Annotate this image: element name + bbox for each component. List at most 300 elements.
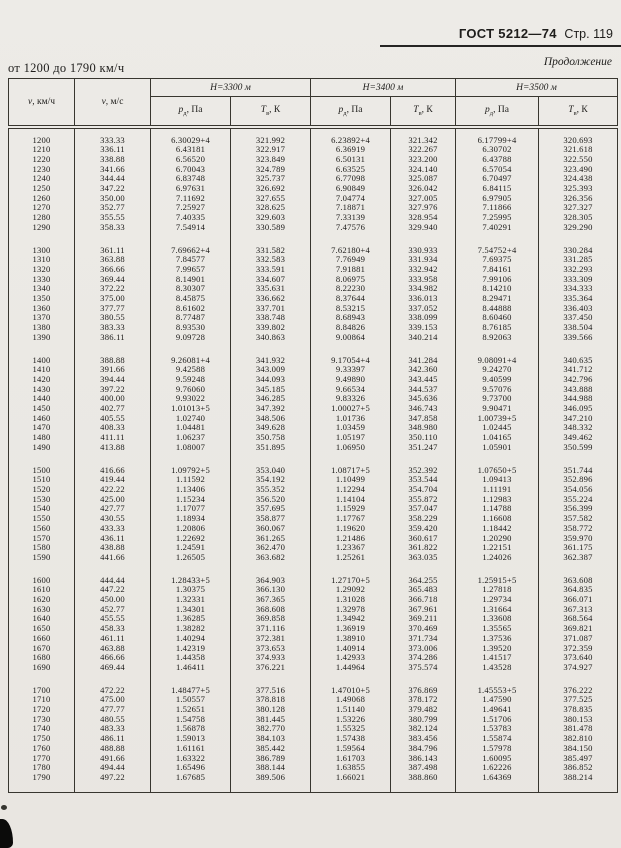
- cell-speed-kmh: 1750: [9, 734, 75, 744]
- cell-p-h3500: 1.27818: [456, 585, 539, 595]
- cell-p-h3500: 6.30702: [456, 145, 539, 155]
- cell-p-h3300: 7.54914: [151, 223, 231, 233]
- cell-t-h3400: 370.469: [391, 624, 456, 634]
- cell-p-h3400: 1.15929: [311, 504, 391, 514]
- cell-t-h3300: 389.506: [231, 773, 311, 792]
- cell-p-h3400: 7.47576: [311, 223, 391, 233]
- cell-t-h3400: 360.617: [391, 534, 456, 544]
- cell-speed-kmh: 1230: [9, 165, 75, 175]
- cell-speed-kmh: 1640: [9, 614, 75, 624]
- cell-t-h3400: 343.445: [391, 375, 456, 385]
- cell-speed-kmh: 1310: [9, 255, 75, 265]
- cell-t-h3500: 376.222: [539, 686, 618, 696]
- cell-t-h3300: 350.758: [231, 433, 311, 443]
- cell-t-h3500: 331.285: [539, 255, 618, 265]
- block-gap: [9, 673, 618, 686]
- cell-p-h3500: 7.84161: [456, 265, 539, 275]
- cell-t-h3300: 354.192: [231, 475, 311, 485]
- cell-speed-kmh: 1440: [9, 394, 75, 404]
- cell-t-h3300: 343.009: [231, 365, 311, 375]
- cell-p-h3300: 8.61602: [151, 304, 231, 314]
- cell-p-h3500: 1.12983: [456, 495, 539, 505]
- cell-t-h3400: 348.980: [391, 423, 456, 433]
- cell-t-h3300: 384.103: [231, 734, 311, 744]
- cell-t-h3300: 339.802: [231, 323, 311, 333]
- cell-p-h3400: 8.37644: [311, 294, 391, 304]
- cell-t-h3300: 357.695: [231, 504, 311, 514]
- cell-t-h3500: 384.150: [539, 744, 618, 754]
- cell-p-h3300: 1.15234: [151, 495, 231, 505]
- cell-p-h3400: 9.17054+4: [311, 356, 391, 366]
- cell-t-h3500: 325.393: [539, 184, 618, 194]
- cell-t-h3300: 327.655: [231, 194, 311, 204]
- cell-p-h3300: 1.48477+5: [151, 686, 231, 696]
- cell-t-h3300: 358.877: [231, 514, 311, 524]
- cell-t-h3500: 342.796: [539, 375, 618, 385]
- cell-p-h3300: 8.93530: [151, 323, 231, 333]
- cell-speed-ms: 416.66: [75, 466, 151, 476]
- cell-t-h3300: 373.653: [231, 644, 311, 654]
- cell-speed-ms: 480.55: [75, 715, 151, 725]
- cell-p-h3400: 1.17767: [311, 514, 391, 524]
- cell-p-h3400: 6.23892+4: [311, 127, 391, 146]
- cell-speed-kmh: 1610: [9, 585, 75, 595]
- cell-p-h3300: 7.69662+4: [151, 246, 231, 256]
- cell-t-h3300: 337.701: [231, 304, 311, 314]
- cell-p-h3400: 8.22230: [311, 284, 391, 294]
- cell-p-h3400: 1.03459: [311, 423, 391, 433]
- cell-t-h3400: 355.872: [391, 495, 456, 505]
- cell-t-h3300: 374.933: [231, 653, 311, 663]
- group-header-h3300: Н=3300 м: [151, 79, 311, 97]
- cell-p-h3400: 1.53226: [311, 715, 391, 725]
- cell-t-h3500: 343.888: [539, 385, 618, 395]
- table-row: [9, 663, 618, 673]
- cell-speed-ms: 455.55: [75, 614, 151, 624]
- cell-p-h3300: 7.84577: [151, 255, 231, 265]
- cell-speed-kmh: 1600: [9, 576, 75, 586]
- cell-t-h3500: 344.988: [539, 394, 618, 404]
- cell-t-h3500: 333.309: [539, 275, 618, 285]
- cell-p-h3400: 9.83326: [311, 394, 391, 404]
- cell-p-h3500: 1.49641: [456, 705, 539, 715]
- cell-speed-kmh: 1210: [9, 145, 75, 155]
- cell-p-h3300: 8.77487: [151, 313, 231, 323]
- cell-speed-kmh: 1290: [9, 223, 75, 233]
- block-gap: [9, 233, 618, 246]
- cell-p-h3400: 7.76949: [311, 255, 391, 265]
- cell-p-h3300: 1.22692: [151, 534, 231, 544]
- group-header-row: [9, 79, 618, 97]
- cell-t-h3400: 322.267: [391, 145, 456, 155]
- cell-speed-ms: 369.44: [75, 275, 151, 285]
- table-row: [9, 127, 618, 146]
- cell-t-h3400: 366.718: [391, 595, 456, 605]
- cell-t-h3500: 363.608: [539, 576, 618, 586]
- cell-p-h3500: 1.04165: [456, 433, 539, 443]
- cell-speed-ms: 477.77: [75, 705, 151, 715]
- table-row: [9, 443, 618, 453]
- cell-speed-kmh: 1620: [9, 595, 75, 605]
- cell-t-h3500: 347.210: [539, 414, 618, 424]
- cell-speed-ms: 441.66: [75, 553, 151, 563]
- cell-t-h3300: 331.582: [231, 246, 311, 256]
- cell-p-h3400: 1.05197: [311, 433, 391, 443]
- cell-speed-kmh: 1220: [9, 155, 75, 165]
- cell-p-h3500: 9.73700: [456, 394, 539, 404]
- cell-p-h3500: 1.35565: [456, 624, 539, 634]
- cell-p-h3300: 7.99657: [151, 265, 231, 275]
- cell-p-h3300: 6.56520: [151, 155, 231, 165]
- cell-t-h3400: 387.498: [391, 763, 456, 773]
- cell-p-h3300: 1.46411: [151, 663, 231, 673]
- cell-p-h3500: 1.62226: [456, 763, 539, 773]
- cell-t-h3300: 369.858: [231, 614, 311, 624]
- cell-speed-ms: 444.44: [75, 576, 151, 586]
- cell-p-h3300: 1.44358: [151, 653, 231, 663]
- cell-t-h3300: 386.789: [231, 754, 311, 764]
- cell-t-h3400: 327.005: [391, 194, 456, 204]
- cell-speed-kmh: 1730: [9, 715, 75, 725]
- cell-p-h3500: 1.09413: [456, 475, 539, 485]
- cell-speed-kmh: 1360: [9, 304, 75, 314]
- cell-t-h3300: 361.265: [231, 534, 311, 544]
- cell-speed-kmh: 1420: [9, 375, 75, 385]
- cell-t-h3300: 321.992: [231, 127, 311, 146]
- cell-speed-kmh: 1460: [9, 414, 75, 424]
- cell-speed-kmh: 1530: [9, 495, 75, 505]
- cell-p-h3400: 1.27170+5: [311, 576, 391, 586]
- cell-t-h3500: 332.293: [539, 265, 618, 275]
- cell-t-h3500: 388.214: [539, 773, 618, 792]
- cell-t-h3500: 382.810: [539, 734, 618, 744]
- cell-p-h3300: 1.56878: [151, 724, 231, 734]
- cell-t-h3300: 380.128: [231, 705, 311, 715]
- cell-speed-kmh: 1260: [9, 194, 75, 204]
- cell-speed-kmh: 1680: [9, 653, 75, 663]
- cell-t-h3500: 346.095: [539, 404, 618, 414]
- cell-speed-ms: 436.11: [75, 534, 151, 544]
- cell-t-h3500: 335.364: [539, 294, 618, 304]
- cell-p-h3400: 7.04774: [311, 194, 391, 204]
- cell-t-h3500: 385.497: [539, 754, 618, 764]
- cell-p-h3500: 1.33608: [456, 614, 539, 624]
- cell-t-h3300: 364.903: [231, 576, 311, 586]
- standard-number: ГОСТ 5212—74: [458, 26, 557, 41]
- cell-p-h3300: 8.14901: [151, 275, 231, 285]
- cell-p-h3300: 7.40335: [151, 213, 231, 223]
- cell-p-h3400: 1.00027+5: [311, 404, 391, 414]
- cell-p-h3400: 7.33139: [311, 213, 391, 223]
- cell-p-h3300: 1.24591: [151, 543, 231, 553]
- cell-p-h3400: 1.06950: [311, 443, 391, 453]
- cell-p-h3400: 8.84826: [311, 323, 391, 333]
- cell-p-h3400: 1.08717+5: [311, 466, 391, 476]
- cell-p-h3400: 1.44964: [311, 663, 391, 673]
- cell-p-h3300: 6.97631: [151, 184, 231, 194]
- cell-t-h3300: 360.067: [231, 524, 311, 534]
- cell-t-h3500: 372.359: [539, 644, 618, 654]
- cell-t-h3400: 376.869: [391, 686, 456, 696]
- cell-p-h3300: 9.59248: [151, 375, 231, 385]
- cell-p-h3500: 9.24270: [456, 365, 539, 375]
- cell-p-h3300: 1.38282: [151, 624, 231, 634]
- cell-p-h3500: 8.44888: [456, 304, 539, 314]
- cell-p-h3400: 1.23367: [311, 543, 391, 553]
- cell-t-h3300: 377.516: [231, 686, 311, 696]
- cell-t-h3300: 329.603: [231, 213, 311, 223]
- col-header-p-h3500: $р_д$, Па: [456, 97, 539, 127]
- cell-t-h3400: 373.006: [391, 644, 456, 654]
- cell-speed-kmh: 1660: [9, 634, 75, 644]
- cell-t-h3400: 333.958: [391, 275, 456, 285]
- cell-t-h3500: 366.071: [539, 595, 618, 605]
- cell-t-h3500: 341.712: [539, 365, 618, 375]
- cell-p-h3300: 9.42588: [151, 365, 231, 375]
- cell-t-h3400: 321.342: [391, 127, 456, 146]
- cell-t-h3400: 329.940: [391, 223, 456, 233]
- cell-t-h3400: 365.483: [391, 585, 456, 595]
- cell-t-h3400: 324.140: [391, 165, 456, 175]
- cell-t-h3500: 350.599: [539, 443, 618, 453]
- cell-t-h3400: 341.284: [391, 356, 456, 366]
- cell-t-h3300: 367.365: [231, 595, 311, 605]
- cell-speed-kmh: 1350: [9, 294, 75, 304]
- cell-t-h3500: 337.450: [539, 313, 618, 323]
- cell-t-h3300: 336.662: [231, 294, 311, 304]
- cell-speed-kmh: 1370: [9, 313, 75, 323]
- cell-speed-ms: 336.11: [75, 145, 151, 155]
- cell-p-h3500: 7.69375: [456, 255, 539, 265]
- cell-speed-kmh: 1560: [9, 524, 75, 534]
- cell-p-h3300: 8.30307: [151, 284, 231, 294]
- cell-speed-ms: 472.22: [75, 686, 151, 696]
- cell-p-h3300: 1.40294: [151, 634, 231, 644]
- cell-t-h3300: 325.737: [231, 174, 311, 184]
- cell-speed-ms: 394.44: [75, 375, 151, 385]
- cell-p-h3300: 1.17077: [151, 504, 231, 514]
- cell-t-h3400: 378.172: [391, 695, 456, 705]
- cell-speed-ms: 380.55: [75, 313, 151, 323]
- cell-p-h3300: 1.06237: [151, 433, 231, 443]
- cell-t-h3300: 376.221: [231, 663, 311, 673]
- cell-t-h3500: 377.525: [539, 695, 618, 705]
- cell-t-h3300: 344.093: [231, 375, 311, 385]
- group-header-h3400: Н=3400 м: [311, 79, 456, 97]
- cell-speed-ms: 405.55: [75, 414, 151, 424]
- cell-p-h3400: 1.51140: [311, 705, 391, 715]
- cell-p-h3400: 7.62180+4: [311, 246, 391, 256]
- cell-p-h3400: 1.10499: [311, 475, 391, 485]
- cell-t-h3500: 358.772: [539, 524, 618, 534]
- col-header-t-h3300: $Т_в$, К: [231, 97, 311, 127]
- cell-t-h3300: 366.130: [231, 585, 311, 595]
- cell-p-h3400: 1.14104: [311, 495, 391, 505]
- table-body: [9, 127, 618, 793]
- cell-speed-kmh: 1340: [9, 284, 75, 294]
- cell-t-h3400: 367.961: [391, 605, 456, 615]
- cell-p-h3500: 1.14788: [456, 504, 539, 514]
- cell-t-h3400: 363.035: [391, 553, 456, 563]
- cell-speed-kmh: 1480: [9, 433, 75, 443]
- cell-t-h3400: 382.124: [391, 724, 456, 734]
- cell-p-h3400: 9.33397: [311, 365, 391, 375]
- cell-speed-kmh: 1690: [9, 663, 75, 673]
- cell-p-h3400: 6.77098: [311, 174, 391, 184]
- cell-t-h3300: 356.520: [231, 495, 311, 505]
- cell-t-h3500: 357.582: [539, 514, 618, 524]
- cell-t-h3400: 357.047: [391, 504, 456, 514]
- cell-p-h3300: 1.34301: [151, 605, 231, 615]
- cell-t-h3400: 384.796: [391, 744, 456, 754]
- cell-t-h3400: 340.214: [391, 333, 456, 343]
- cell-p-h3400: 1.36919: [311, 624, 391, 634]
- cell-speed-ms: 491.66: [75, 754, 151, 764]
- cell-speed-ms: 341.66: [75, 165, 151, 175]
- cell-speed-kmh: 1240: [9, 174, 75, 184]
- cell-t-h3300: 348.506: [231, 414, 311, 424]
- cell-p-h3300: 1.13406: [151, 485, 231, 495]
- cell-p-h3500: 1.41517: [456, 653, 539, 663]
- cell-p-h3300: 9.93022: [151, 394, 231, 404]
- cell-speed-kmh: 1430: [9, 385, 75, 395]
- page-number: Стр. 119: [564, 27, 613, 41]
- cell-p-h3500: 7.99106: [456, 275, 539, 285]
- cell-t-h3500: 324.438: [539, 174, 618, 184]
- cell-speed-ms: 377.77: [75, 304, 151, 314]
- cell-p-h3500: 1.22151: [456, 543, 539, 553]
- col-header-p-h3400: $р_д$, Па: [311, 97, 391, 127]
- cell-p-h3500: 1.20290: [456, 534, 539, 544]
- cell-t-h3300: 362.470: [231, 543, 311, 553]
- cell-p-h3300: 8.45875: [151, 294, 231, 304]
- cell-t-h3500: 367.313: [539, 605, 618, 615]
- cell-p-h3400: 1.29092: [311, 585, 391, 595]
- cell-p-h3500: 1.55874: [456, 734, 539, 744]
- cell-p-h3400: 6.36919: [311, 145, 391, 155]
- cell-t-h3300: 381.445: [231, 715, 311, 725]
- cell-speed-kmh: 1390: [9, 333, 75, 343]
- cell-t-h3300: 328.625: [231, 203, 311, 213]
- cell-speed-kmh: 1470: [9, 423, 75, 433]
- cell-p-h3300: 1.52651: [151, 705, 231, 715]
- cell-t-h3500: 364.835: [539, 585, 618, 595]
- cell-p-h3500: 1.60095: [456, 754, 539, 764]
- cell-t-h3500: 327.327: [539, 203, 618, 213]
- cell-t-h3500: 349.462: [539, 433, 618, 443]
- cell-speed-kmh: 1720: [9, 705, 75, 715]
- cell-t-h3400: 338.099: [391, 313, 456, 323]
- cell-p-h3500: 1.57978: [456, 744, 539, 754]
- cell-p-h3300: 1.63322: [151, 754, 231, 764]
- cell-p-h3400: 1.55325: [311, 724, 391, 734]
- cell-p-h3300: 1.01013+5: [151, 404, 231, 414]
- cell-p-h3300: 1.65496: [151, 763, 231, 773]
- cell-p-h3500: 7.25995: [456, 213, 539, 223]
- cell-speed-ms: 347.22: [75, 184, 151, 194]
- speed-range-label: от 1200 до 1790 км/ч: [8, 61, 125, 75]
- cell-p-h3500: 8.29471: [456, 294, 539, 304]
- table-row: [9, 333, 618, 343]
- cell-speed-ms: 447.22: [75, 585, 151, 595]
- cell-p-h3400: 9.49890: [311, 375, 391, 385]
- cell-p-h3500: 9.57076: [456, 385, 539, 395]
- cell-t-h3500: 321.618: [539, 145, 618, 155]
- cell-p-h3400: 1.12294: [311, 485, 391, 495]
- cell-t-h3500: 355.224: [539, 495, 618, 505]
- cell-t-h3500: 354.056: [539, 485, 618, 495]
- cell-t-h3400: 345.636: [391, 394, 456, 404]
- cell-speed-ms: 391.66: [75, 365, 151, 375]
- cell-t-h3400: 346.743: [391, 404, 456, 414]
- cell-speed-kmh: 1500: [9, 466, 75, 476]
- cell-p-h3400: 1.42933: [311, 653, 391, 663]
- cell-speed-ms: 427.77: [75, 504, 151, 514]
- cell-p-h3500: 1.64369: [456, 773, 539, 792]
- cell-p-h3400: 9.66534: [311, 385, 391, 395]
- cell-t-h3300: 388.144: [231, 763, 311, 773]
- col-header-speed-kmh: v, км/ч: [9, 79, 75, 127]
- cell-p-h3400: 1.21486: [311, 534, 391, 544]
- cell-speed-kmh: 1410: [9, 365, 75, 375]
- cell-p-h3500: 1.39520: [456, 644, 539, 654]
- scan-artifact: [1, 805, 7, 810]
- cell-p-h3300: 9.26081+4: [151, 356, 231, 366]
- cell-speed-ms: 361.11: [75, 246, 151, 256]
- cell-speed-ms: 397.22: [75, 385, 151, 395]
- cell-speed-ms: 333.33: [75, 127, 151, 146]
- cell-t-h3400: 353.544: [391, 475, 456, 485]
- cell-p-h3400: 8.06975: [311, 275, 391, 285]
- cell-speed-ms: 366.66: [75, 265, 151, 275]
- cell-t-h3400: 334.982: [391, 284, 456, 294]
- cell-p-h3500: 6.43788: [456, 155, 539, 165]
- cell-speed-ms: 372.22: [75, 284, 151, 294]
- cell-t-h3500: 371.087: [539, 634, 618, 644]
- cell-t-h3500: 386.852: [539, 763, 618, 773]
- cell-speed-kmh: 1330: [9, 275, 75, 285]
- cell-t-h3300: 333.591: [231, 265, 311, 275]
- cell-p-h3500: 7.40291: [456, 223, 539, 233]
- cell-p-h3300: 7.25927: [151, 203, 231, 213]
- cell-t-h3300: 372.381: [231, 634, 311, 644]
- cell-p-h3500: 1.05901: [456, 443, 539, 453]
- cell-p-h3300: 1.28433+5: [151, 576, 231, 586]
- cell-speed-ms: 452.77: [75, 605, 151, 615]
- cell-t-h3500: 348.332: [539, 423, 618, 433]
- cell-t-h3500: 328.305: [539, 213, 618, 223]
- cell-t-h3400: 342.360: [391, 365, 456, 375]
- cell-t-h3300: 334.607: [231, 275, 311, 285]
- cell-t-h3400: 327.976: [391, 203, 456, 213]
- cell-speed-ms: 466.66: [75, 653, 151, 663]
- cell-t-h3400: 374.286: [391, 653, 456, 663]
- cell-p-h3300: 1.09792+5: [151, 466, 231, 476]
- cell-t-h3500: 320.693: [539, 127, 618, 146]
- cell-p-h3300: 9.76060: [151, 385, 231, 395]
- cell-t-h3300: 330.589: [231, 223, 311, 233]
- cell-p-h3400: 1.01736: [311, 414, 391, 424]
- cell-speed-ms: 363.88: [75, 255, 151, 265]
- cell-t-h3500: 322.550: [539, 155, 618, 165]
- cell-p-h3500: 6.97905: [456, 194, 539, 204]
- cell-speed-ms: 402.77: [75, 404, 151, 414]
- cell-t-h3400: 332.942: [391, 265, 456, 275]
- cell-t-h3500: 334.333: [539, 284, 618, 294]
- cell-t-h3300: 351.895: [231, 443, 311, 453]
- cell-p-h3300: 1.36285: [151, 614, 231, 624]
- cell-t-h3400: 388.860: [391, 773, 456, 792]
